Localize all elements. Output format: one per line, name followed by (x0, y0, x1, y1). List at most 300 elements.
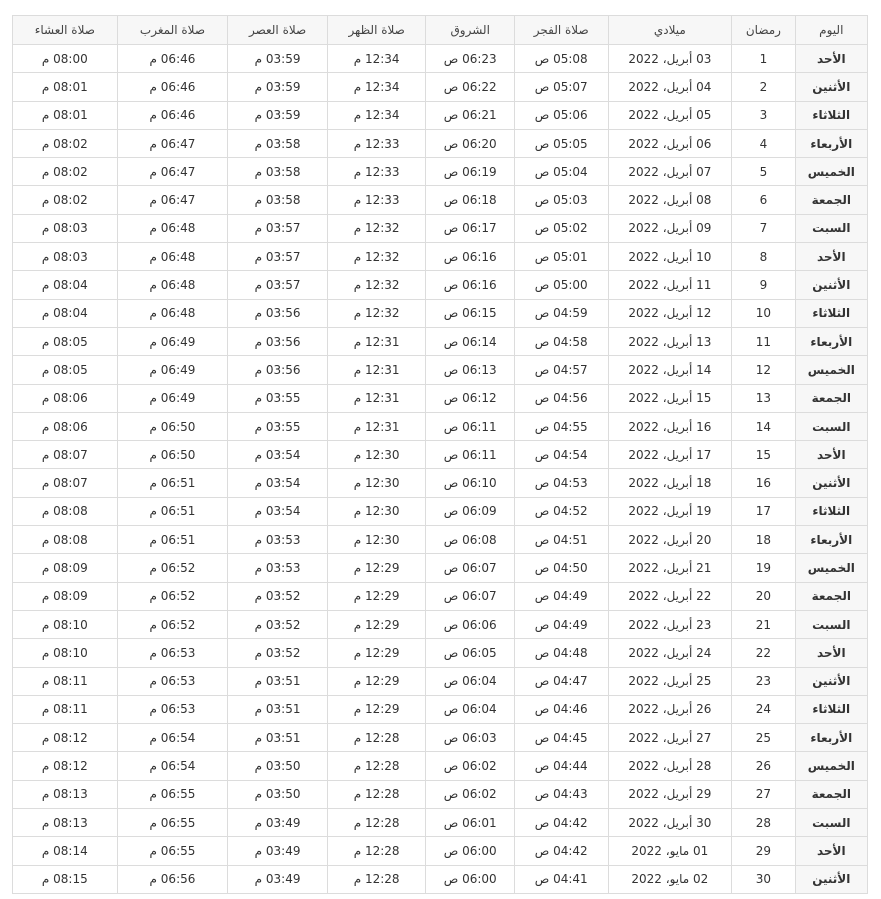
isha-time-cell: 08:05 م (13, 356, 118, 384)
maghrib-time-cell: 06:49 م (117, 327, 228, 355)
ramadan-day-cell: 4 (732, 129, 795, 157)
table-row (13, 214, 868, 242)
gregorian-date-cell: 23 أبريل، 2022 (608, 610, 732, 638)
sunrise-time-cell: 06:08 ص (426, 526, 515, 554)
dhuhr-time-cell: 12:28 م (327, 865, 426, 893)
gregorian-date-cell: 20 أبريل، 2022 (608, 526, 732, 554)
dhuhr-time-cell: 12:29 م (327, 695, 426, 723)
table-body (13, 45, 868, 894)
maghrib-time-cell: 06:46 م (117, 101, 228, 129)
dhuhr-time-cell: 12:28 م (327, 724, 426, 752)
day-cell: الأثنين (795, 73, 867, 101)
ramadan-prayer-times-table (12, 15, 868, 894)
isha-time-cell: 08:01 م (13, 73, 118, 101)
isha-time-cell: 08:08 م (13, 497, 118, 525)
maghrib-time-cell: 06:55 م (117, 809, 228, 837)
sunrise-time-cell: 06:07 ص (426, 582, 515, 610)
table-row (13, 384, 868, 412)
ramadan-day-cell: 8 (732, 243, 795, 271)
ramadan-day-cell: 21 (732, 610, 795, 638)
asr-time-cell: 03:49 م (228, 865, 328, 893)
day-cell: الأربعاء (795, 526, 867, 554)
fajr-time-cell: 04:56 ص (514, 384, 608, 412)
day-cell: الثلاثاء (795, 497, 867, 525)
sunrise-time-cell: 06:14 ص (426, 327, 515, 355)
fajr-time-cell: 04:49 ص (514, 610, 608, 638)
table-row (13, 526, 868, 554)
table-row (13, 101, 868, 129)
maghrib-time-cell: 06:47 م (117, 129, 228, 157)
table-row (13, 327, 868, 355)
fajr-time-cell: 05:03 ص (514, 186, 608, 214)
maghrib-time-cell: 06:51 م (117, 497, 228, 525)
dhuhr-time-cell: 12:34 م (327, 45, 426, 73)
maghrib-time-cell: 06:53 م (117, 695, 228, 723)
dhuhr-time-cell: 12:29 م (327, 554, 426, 582)
maghrib-time-cell: 06:52 م (117, 554, 228, 582)
day-cell: الثلاثاء (795, 695, 867, 723)
sunrise-time-cell: 06:22 ص (426, 73, 515, 101)
table-row (13, 299, 868, 327)
dhuhr-time-cell: 12:30 م (327, 441, 426, 469)
asr-time-cell: 03:51 م (228, 724, 328, 752)
asr-time-cell: 03:52 م (228, 610, 328, 638)
table-row (13, 441, 868, 469)
sunrise-time-cell: 06:21 ص (426, 101, 515, 129)
day-cell: السبت (795, 412, 867, 440)
isha-time-cell: 08:13 م (13, 780, 118, 808)
day-cell: السبت (795, 214, 867, 242)
table-row (13, 73, 868, 101)
sunrise-time-cell: 06:13 ص (426, 356, 515, 384)
maghrib-time-cell: 06:46 م (117, 73, 228, 101)
isha-time-cell: 08:12 م (13, 752, 118, 780)
sunrise-time-cell: 06:02 ص (426, 780, 515, 808)
table-row (13, 554, 868, 582)
table-row (13, 582, 868, 610)
fajr-time-cell: 04:53 ص (514, 469, 608, 497)
gregorian-date-cell: 28 أبريل، 2022 (608, 752, 732, 780)
fajr-time-cell: 04:48 ص (514, 639, 608, 667)
isha-time-cell: 08:14 م (13, 837, 118, 865)
asr-time-cell: 03:55 م (228, 412, 328, 440)
gregorian-date-cell: 24 أبريل، 2022 (608, 639, 732, 667)
maghrib-time-cell: 06:54 م (117, 752, 228, 780)
sunrise-time-cell: 06:18 ص (426, 186, 515, 214)
dhuhr-time-cell: 12:29 م (327, 639, 426, 667)
gregorian-date-cell: 14 أبريل، 2022 (608, 356, 732, 384)
header-dhuhr: صلاة الظهر (327, 16, 426, 45)
asr-time-cell: 03:59 م (228, 45, 328, 73)
isha-time-cell: 08:09 م (13, 582, 118, 610)
isha-time-cell: 08:05 م (13, 327, 118, 355)
day-cell: الخميس (795, 752, 867, 780)
header-ramadan: رمضان (732, 16, 795, 45)
gregorian-date-cell: 18 أبريل، 2022 (608, 469, 732, 497)
ramadan-day-cell: 28 (732, 809, 795, 837)
maghrib-time-cell: 06:48 م (117, 214, 228, 242)
dhuhr-time-cell: 12:32 م (327, 243, 426, 271)
fajr-time-cell: 05:02 ص (514, 214, 608, 242)
table-header (13, 16, 868, 45)
dhuhr-time-cell: 12:30 م (327, 469, 426, 497)
sunrise-time-cell: 06:06 ص (426, 610, 515, 638)
asr-time-cell: 03:59 م (228, 101, 328, 129)
ramadan-day-cell: 29 (732, 837, 795, 865)
ramadan-day-cell: 10 (732, 299, 795, 327)
isha-time-cell: 08:02 م (13, 129, 118, 157)
asr-time-cell: 03:52 م (228, 582, 328, 610)
ramadan-day-cell: 1 (732, 45, 795, 73)
isha-time-cell: 08:06 م (13, 412, 118, 440)
dhuhr-time-cell: 12:33 م (327, 129, 426, 157)
table-row (13, 667, 868, 695)
dhuhr-time-cell: 12:32 م (327, 299, 426, 327)
gregorian-date-cell: 19 أبريل، 2022 (608, 497, 732, 525)
gregorian-date-cell: 27 أبريل، 2022 (608, 724, 732, 752)
asr-time-cell: 03:56 م (228, 299, 328, 327)
table-row (13, 610, 868, 638)
isha-time-cell: 08:01 م (13, 101, 118, 129)
dhuhr-time-cell: 12:28 م (327, 780, 426, 808)
table-row (13, 412, 868, 440)
maghrib-time-cell: 06:56 م (117, 865, 228, 893)
ramadan-day-cell: 6 (732, 186, 795, 214)
dhuhr-time-cell: 12:28 م (327, 837, 426, 865)
table-row (13, 129, 868, 157)
asr-time-cell: 03:49 م (228, 837, 328, 865)
sunrise-time-cell: 06:07 ص (426, 554, 515, 582)
isha-time-cell: 08:15 م (13, 865, 118, 893)
fajr-time-cell: 04:59 ص (514, 299, 608, 327)
isha-time-cell: 08:11 م (13, 667, 118, 695)
asr-time-cell: 03:50 م (228, 780, 328, 808)
fajr-time-cell: 04:45 ص (514, 724, 608, 752)
header-fajr: صلاة الفجر (514, 16, 608, 45)
table-row (13, 243, 868, 271)
dhuhr-time-cell: 12:31 م (327, 356, 426, 384)
maghrib-time-cell: 06:49 م (117, 384, 228, 412)
table-row (13, 837, 868, 865)
ramadan-day-cell: 11 (732, 327, 795, 355)
day-cell: الخميس (795, 158, 867, 186)
fajr-time-cell: 04:51 ص (514, 526, 608, 554)
sunrise-time-cell: 06:04 ص (426, 667, 515, 695)
ramadan-day-cell: 26 (732, 752, 795, 780)
maghrib-time-cell: 06:55 م (117, 837, 228, 865)
gregorian-date-cell: 03 أبريل، 2022 (608, 45, 732, 73)
ramadan-day-cell: 3 (732, 101, 795, 129)
dhuhr-time-cell: 12:34 م (327, 101, 426, 129)
asr-time-cell: 03:58 م (228, 129, 328, 157)
gregorian-date-cell: 22 أبريل، 2022 (608, 582, 732, 610)
isha-time-cell: 08:06 م (13, 384, 118, 412)
isha-time-cell: 08:08 م (13, 526, 118, 554)
isha-time-cell: 08:02 م (13, 186, 118, 214)
day-cell: الجمعة (795, 384, 867, 412)
ramadan-day-cell: 5 (732, 158, 795, 186)
day-cell: الأثنين (795, 667, 867, 695)
fajr-time-cell: 04:42 ص (514, 809, 608, 837)
maghrib-time-cell: 06:50 م (117, 412, 228, 440)
asr-time-cell: 03:54 م (228, 469, 328, 497)
table-row (13, 271, 868, 299)
maghrib-time-cell: 06:55 م (117, 780, 228, 808)
dhuhr-time-cell: 12:30 م (327, 526, 426, 554)
asr-time-cell: 03:58 م (228, 158, 328, 186)
day-cell: الأثنين (795, 865, 867, 893)
gregorian-date-cell: 04 أبريل، 2022 (608, 73, 732, 101)
fajr-time-cell: 04:41 ص (514, 865, 608, 893)
sunrise-time-cell: 06:17 ص (426, 214, 515, 242)
ramadan-day-cell: 15 (732, 441, 795, 469)
isha-time-cell: 08:07 م (13, 441, 118, 469)
fajr-time-cell: 04:52 ص (514, 497, 608, 525)
sunrise-time-cell: 06:11 ص (426, 441, 515, 469)
asr-time-cell: 03:57 م (228, 271, 328, 299)
ramadan-day-cell: 25 (732, 724, 795, 752)
header-isha: صلاة العشاء (13, 16, 118, 45)
table-row (13, 865, 868, 893)
dhuhr-time-cell: 12:29 م (327, 610, 426, 638)
asr-time-cell: 03:51 م (228, 667, 328, 695)
header-asr: صلاة العصر (228, 16, 328, 45)
gregorian-date-cell: 11 أبريل، 2022 (608, 271, 732, 299)
isha-time-cell: 08:03 م (13, 243, 118, 271)
gregorian-date-cell: 06 أبريل، 2022 (608, 129, 732, 157)
gregorian-date-cell: 26 أبريل، 2022 (608, 695, 732, 723)
day-cell: الجمعة (795, 582, 867, 610)
sunrise-time-cell: 06:04 ص (426, 695, 515, 723)
ramadan-day-cell: 13 (732, 384, 795, 412)
sunrise-time-cell: 06:10 ص (426, 469, 515, 497)
maghrib-time-cell: 06:53 م (117, 667, 228, 695)
asr-time-cell: 03:57 م (228, 243, 328, 271)
day-cell: الأثنين (795, 469, 867, 497)
header-gregorian: ميلادي (608, 16, 732, 45)
sunrise-time-cell: 06:01 ص (426, 809, 515, 837)
fajr-time-cell: 04:44 ص (514, 752, 608, 780)
sunrise-time-cell: 06:23 ص (426, 45, 515, 73)
sunrise-time-cell: 06:12 ص (426, 384, 515, 412)
day-cell: الأحد (795, 441, 867, 469)
maghrib-time-cell: 06:51 م (117, 526, 228, 554)
day-cell: الخميس (795, 356, 867, 384)
maghrib-time-cell: 06:49 م (117, 356, 228, 384)
isha-time-cell: 08:13 م (13, 809, 118, 837)
ramadan-day-cell: 17 (732, 497, 795, 525)
gregorian-date-cell: 08 أبريل، 2022 (608, 186, 732, 214)
table-row (13, 186, 868, 214)
dhuhr-time-cell: 12:30 م (327, 497, 426, 525)
ramadan-day-cell: 12 (732, 356, 795, 384)
asr-time-cell: 03:54 م (228, 497, 328, 525)
day-cell: الجمعة (795, 780, 867, 808)
table-row (13, 45, 868, 73)
header-day: اليوم (795, 16, 867, 45)
day-cell: الأربعاء (795, 724, 867, 752)
gregorian-date-cell: 09 أبريل، 2022 (608, 214, 732, 242)
gregorian-date-cell: 12 أبريل، 2022 (608, 299, 732, 327)
dhuhr-time-cell: 12:31 م (327, 412, 426, 440)
dhuhr-time-cell: 12:33 م (327, 186, 426, 214)
fajr-time-cell: 05:06 ص (514, 101, 608, 129)
maghrib-time-cell: 06:48 م (117, 299, 228, 327)
fajr-time-cell: 05:04 ص (514, 158, 608, 186)
table-row (13, 695, 868, 723)
isha-time-cell: 08:07 م (13, 469, 118, 497)
ramadan-day-cell: 24 (732, 695, 795, 723)
fajr-time-cell: 05:05 ص (514, 129, 608, 157)
gregorian-date-cell: 05 أبريل، 2022 (608, 101, 732, 129)
isha-time-cell: 08:00 م (13, 45, 118, 73)
table-row (13, 780, 868, 808)
asr-time-cell: 03:49 م (228, 809, 328, 837)
gregorian-date-cell: 21 أبريل، 2022 (608, 554, 732, 582)
isha-time-cell: 08:10 م (13, 639, 118, 667)
day-cell: السبت (795, 610, 867, 638)
dhuhr-time-cell: 12:28 م (327, 752, 426, 780)
ramadan-day-cell: 27 (732, 780, 795, 808)
ramadan-day-cell: 22 (732, 639, 795, 667)
isha-time-cell: 08:04 م (13, 271, 118, 299)
maghrib-time-cell: 06:54 م (117, 724, 228, 752)
day-cell: الأحد (795, 45, 867, 73)
sunrise-time-cell: 06:15 ص (426, 299, 515, 327)
header-sunrise: الشروق (426, 16, 515, 45)
sunrise-time-cell: 06:00 ص (426, 837, 515, 865)
isha-time-cell: 08:11 م (13, 695, 118, 723)
sunrise-time-cell: 06:00 ص (426, 865, 515, 893)
sunrise-time-cell: 06:20 ص (426, 129, 515, 157)
gregorian-date-cell: 01 مايو، 2022 (608, 837, 732, 865)
asr-time-cell: 03:50 م (228, 752, 328, 780)
dhuhr-time-cell: 12:33 م (327, 158, 426, 186)
gregorian-date-cell: 07 أبريل، 2022 (608, 158, 732, 186)
day-cell: الأربعاء (795, 327, 867, 355)
ramadan-day-cell: 16 (732, 469, 795, 497)
fajr-time-cell: 04:47 ص (514, 667, 608, 695)
sunrise-time-cell: 06:05 ص (426, 639, 515, 667)
fajr-time-cell: 05:00 ص (514, 271, 608, 299)
table-row (13, 356, 868, 384)
fajr-time-cell: 04:42 ص (514, 837, 608, 865)
ramadan-day-cell: 23 (732, 667, 795, 695)
gregorian-date-cell: 25 أبريل، 2022 (608, 667, 732, 695)
maghrib-time-cell: 06:48 م (117, 271, 228, 299)
maghrib-time-cell: 06:53 م (117, 639, 228, 667)
asr-time-cell: 03:56 م (228, 356, 328, 384)
ramadan-day-cell: 18 (732, 526, 795, 554)
ramadan-day-cell: 9 (732, 271, 795, 299)
fajr-time-cell: 04:49 ص (514, 582, 608, 610)
isha-time-cell: 08:03 م (13, 214, 118, 242)
dhuhr-time-cell: 12:32 م (327, 214, 426, 242)
fajr-time-cell: 04:55 ص (514, 412, 608, 440)
asr-time-cell: 03:52 م (228, 639, 328, 667)
gregorian-date-cell: 13 أبريل، 2022 (608, 327, 732, 355)
isha-time-cell: 08:04 م (13, 299, 118, 327)
prayer-times-container (12, 15, 868, 894)
dhuhr-time-cell: 12:32 م (327, 271, 426, 299)
asr-time-cell: 03:56 م (228, 327, 328, 355)
ramadan-day-cell: 30 (732, 865, 795, 893)
fajr-time-cell: 04:54 ص (514, 441, 608, 469)
header-row (13, 16, 868, 45)
maghrib-time-cell: 06:50 م (117, 441, 228, 469)
asr-time-cell: 03:57 م (228, 214, 328, 242)
table-row (13, 469, 868, 497)
gregorian-date-cell: 16 أبريل، 2022 (608, 412, 732, 440)
sunrise-time-cell: 06:11 ص (426, 412, 515, 440)
ramadan-day-cell: 2 (732, 73, 795, 101)
gregorian-date-cell: 30 أبريل، 2022 (608, 809, 732, 837)
day-cell: السبت (795, 809, 867, 837)
sunrise-time-cell: 06:09 ص (426, 497, 515, 525)
asr-time-cell: 03:59 م (228, 73, 328, 101)
day-cell: الثلاثاء (795, 101, 867, 129)
day-cell: الأحد (795, 243, 867, 271)
fajr-time-cell: 04:50 ص (514, 554, 608, 582)
day-cell: الجمعة (795, 186, 867, 214)
fajr-time-cell: 05:07 ص (514, 73, 608, 101)
isha-time-cell: 08:09 م (13, 554, 118, 582)
asr-time-cell: 03:58 م (228, 186, 328, 214)
gregorian-date-cell: 29 أبريل، 2022 (608, 780, 732, 808)
table-row (13, 809, 868, 837)
table-row (13, 752, 868, 780)
maghrib-time-cell: 06:47 م (117, 158, 228, 186)
maghrib-time-cell: 06:47 م (117, 186, 228, 214)
fajr-time-cell: 04:46 ص (514, 695, 608, 723)
maghrib-time-cell: 06:46 م (117, 45, 228, 73)
dhuhr-time-cell: 12:29 م (327, 582, 426, 610)
day-cell: الأربعاء (795, 129, 867, 157)
gregorian-date-cell: 02 مايو، 2022 (608, 865, 732, 893)
ramadan-day-cell: 19 (732, 554, 795, 582)
asr-time-cell: 03:54 م (228, 441, 328, 469)
asr-time-cell: 03:53 م (228, 526, 328, 554)
dhuhr-time-cell: 12:31 م (327, 384, 426, 412)
day-cell: الثلاثاء (795, 299, 867, 327)
asr-time-cell: 03:55 م (228, 384, 328, 412)
header-maghrib: صلاة المغرب (117, 16, 228, 45)
maghrib-time-cell: 06:48 م (117, 243, 228, 271)
fajr-time-cell: 05:01 ص (514, 243, 608, 271)
table-row (13, 724, 868, 752)
dhuhr-time-cell: 12:34 م (327, 73, 426, 101)
gregorian-date-cell: 10 أبريل، 2022 (608, 243, 732, 271)
sunrise-time-cell: 06:02 ص (426, 752, 515, 780)
maghrib-time-cell: 06:51 م (117, 469, 228, 497)
fajr-time-cell: 04:57 ص (514, 356, 608, 384)
ramadan-day-cell: 7 (732, 214, 795, 242)
fajr-time-cell: 04:58 ص (514, 327, 608, 355)
asr-time-cell: 03:53 م (228, 554, 328, 582)
dhuhr-time-cell: 12:31 م (327, 327, 426, 355)
table-row (13, 639, 868, 667)
day-cell: الأحد (795, 639, 867, 667)
gregorian-date-cell: 17 أبريل، 2022 (608, 441, 732, 469)
ramadan-day-cell: 14 (732, 412, 795, 440)
ramadan-day-cell: 20 (732, 582, 795, 610)
table-row (13, 497, 868, 525)
day-cell: الخميس (795, 554, 867, 582)
dhuhr-time-cell: 12:29 م (327, 667, 426, 695)
asr-time-cell: 03:51 م (228, 695, 328, 723)
sunrise-time-cell: 06:19 ص (426, 158, 515, 186)
isha-time-cell: 08:10 م (13, 610, 118, 638)
